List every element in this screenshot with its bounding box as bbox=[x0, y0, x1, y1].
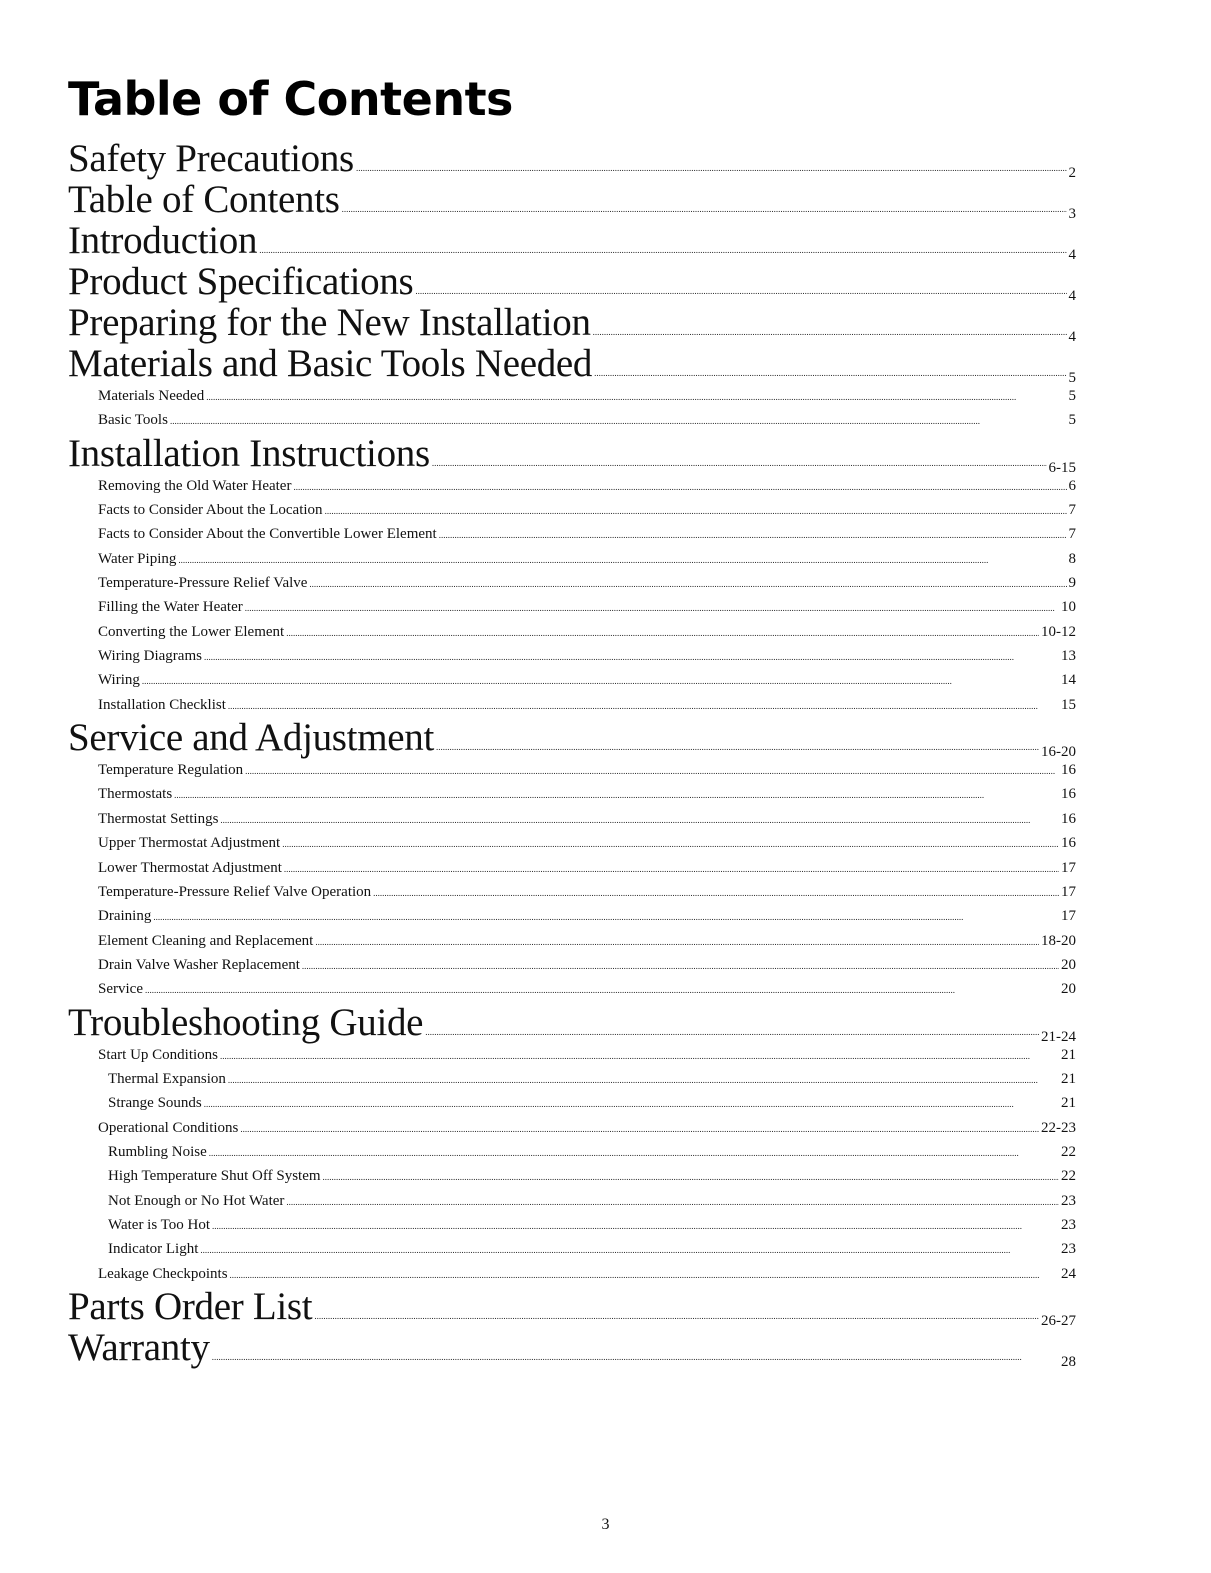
toc-dot-leader bbox=[174, 791, 1059, 800]
toc-entry-title: Rumbling Noise bbox=[108, 1143, 207, 1160]
toc-dot-leader bbox=[284, 865, 1059, 874]
toc-entry-page: 4 bbox=[1068, 329, 1076, 345]
toc-dot-leader bbox=[314, 1312, 1039, 1321]
toc-section-entry bbox=[68, 1286, 1076, 1327]
toc-entry-page: 23 bbox=[1061, 1192, 1076, 1209]
toc-entry-page: 17 bbox=[1061, 908, 1076, 925]
toc-entry-title: Thermostats bbox=[98, 786, 173, 803]
toc-section-entry bbox=[68, 433, 1076, 474]
toc-section-entry bbox=[68, 343, 1076, 384]
toc-entry-title: Preparing for the New Installation bbox=[68, 301, 591, 344]
page-title: Table of Contents bbox=[68, 72, 513, 126]
table-of-contents bbox=[68, 138, 1076, 1368]
toc-entry-page: 9 bbox=[1068, 575, 1076, 592]
toc-entry-title: Indicator Light bbox=[108, 1241, 199, 1258]
toc-subsection-entry bbox=[68, 782, 1076, 806]
toc-section-entry bbox=[68, 1327, 1076, 1368]
toc-subsection-entry bbox=[68, 498, 1076, 522]
toc-subsection-entry bbox=[68, 831, 1076, 855]
toc-entry-page: 20 bbox=[1061, 981, 1076, 998]
toc-entry-title: Temperature Regulation bbox=[98, 762, 244, 779]
toc-entry-page: 7 bbox=[1068, 526, 1076, 543]
toc-dot-leader bbox=[323, 1173, 1059, 1182]
toc-entry-page: 23 bbox=[1061, 1216, 1076, 1233]
toc-subsection-entry bbox=[68, 1213, 1076, 1237]
toc-entry-page: 20 bbox=[1061, 956, 1076, 973]
toc-entry-title: Facts to Consider About the Location bbox=[98, 502, 323, 519]
toc-subsection-entry bbox=[68, 644, 1076, 668]
toc-dot-leader bbox=[259, 246, 1066, 255]
toc-entry-title: Wiring bbox=[98, 672, 140, 689]
toc-entry-page: 21 bbox=[1061, 1095, 1076, 1112]
toc-subsection-entry bbox=[68, 668, 1076, 692]
toc-subsection-entry bbox=[68, 1091, 1076, 1115]
toc-entry-title: Warranty bbox=[68, 1326, 210, 1369]
toc-dot-leader bbox=[240, 1125, 1039, 1134]
toc-dot-leader bbox=[209, 1149, 1059, 1158]
toc-subsection-entry bbox=[68, 953, 1076, 977]
toc-entry-title: Service and Adjustment bbox=[68, 716, 434, 760]
toc-entry-title: Strange Sounds bbox=[108, 1095, 202, 1112]
toc-entry-title: Converting the Lower Element bbox=[98, 623, 285, 640]
toc-entry-page: 21-24 bbox=[1041, 1028, 1076, 1045]
toc-entry-page: 13 bbox=[1061, 648, 1076, 665]
toc-entry-page: 2 bbox=[1068, 165, 1076, 181]
toc-entry-title: Removing the Old Water Heater bbox=[98, 477, 292, 494]
toc-entry-title: Troubleshooting Guide bbox=[68, 1000, 424, 1044]
toc-subsection-entry bbox=[68, 807, 1076, 831]
toc-dot-leader bbox=[245, 604, 1059, 613]
toc-dot-leader bbox=[145, 986, 1059, 995]
toc-dot-leader bbox=[204, 1100, 1059, 1109]
toc-entry-page: 5 bbox=[1068, 412, 1076, 429]
toc-entry-page: 21 bbox=[1061, 1046, 1076, 1063]
toc-dot-leader bbox=[230, 1271, 1059, 1280]
toc-entry-page: 7 bbox=[1068, 502, 1076, 519]
toc-entry-title: Facts to Consider About the Convertible Lower Element bbox=[98, 526, 437, 543]
toc-dot-leader bbox=[309, 580, 1066, 589]
toc-subsection-entry bbox=[68, 1164, 1076, 1188]
toc-entry-page: 5 bbox=[1068, 388, 1076, 404]
toc-entry-title: Installation Instructions bbox=[68, 431, 430, 475]
toc-entry-title: Product Specifications bbox=[68, 260, 414, 303]
toc-entry-page: 10 bbox=[1061, 599, 1076, 616]
toc-section-entry bbox=[68, 179, 1076, 220]
toc-entry-page: 18-20 bbox=[1041, 932, 1076, 949]
toc-subsection-entry bbox=[68, 1262, 1076, 1286]
toc-entry-title: Drain Valve Washer Replacement bbox=[98, 956, 300, 973]
toc-entry-page: 16 bbox=[1061, 786, 1076, 803]
toc-subsection-entry bbox=[68, 474, 1076, 498]
toc-entry-title: Upper Thermostat Adjustment bbox=[98, 835, 281, 852]
toc-entry-title: Installation Checklist bbox=[98, 696, 226, 713]
toc-dot-leader bbox=[204, 653, 1059, 662]
toc-entry-title: Thermal Expansion bbox=[108, 1070, 226, 1087]
toc-dot-leader bbox=[170, 417, 1067, 426]
toc-entry-page: 22 bbox=[1061, 1168, 1076, 1185]
toc-subsection-entry bbox=[68, 1043, 1076, 1067]
toc-dot-leader bbox=[178, 556, 1066, 565]
toc-entry-title: Not Enough or No Hot Water bbox=[108, 1192, 285, 1209]
toc-entry-page: 6-15 bbox=[1048, 459, 1076, 476]
toc-section-entry bbox=[68, 716, 1076, 761]
toc-dot-leader bbox=[200, 1246, 1059, 1255]
toc-entry-page: 17 bbox=[1061, 859, 1076, 876]
toc-entry-page: 22-23 bbox=[1041, 1119, 1076, 1136]
toc-entry-page: 17 bbox=[1061, 883, 1076, 900]
toc-entry-title: Safety Precautions bbox=[68, 137, 354, 180]
toc-entry-title: Lower Thermostat Adjustment bbox=[98, 859, 282, 876]
toc-entry-page: 16 bbox=[1061, 810, 1076, 827]
toc-entry-page: 5 bbox=[1068, 370, 1076, 386]
toc-subsection-entry bbox=[68, 408, 1076, 432]
toc-section-entry bbox=[68, 261, 1076, 302]
toc-dot-leader bbox=[228, 702, 1059, 711]
toc-subsection-entry bbox=[68, 904, 1076, 928]
toc-subsection-entry bbox=[68, 571, 1076, 595]
toc-subsection-entry bbox=[68, 1140, 1076, 1164]
toc-subsection-entry bbox=[68, 595, 1076, 619]
toc-subsection-entry bbox=[68, 880, 1076, 904]
toc-dot-leader bbox=[220, 1052, 1059, 1061]
toc-entry-title: Wiring Diagrams bbox=[98, 648, 202, 665]
toc-dot-leader bbox=[315, 938, 1039, 947]
toc-subsection-entry bbox=[68, 620, 1076, 644]
toc-dot-leader bbox=[286, 1198, 1059, 1207]
toc-section-entry bbox=[68, 220, 1076, 261]
toc-subsection-entry bbox=[68, 977, 1076, 1001]
toc-entry-title: Filling the Water Heater bbox=[98, 599, 243, 616]
toc-dot-leader bbox=[282, 840, 1059, 849]
toc-subsection-entry bbox=[68, 758, 1076, 782]
toc-entry-title: Leakage Checkpoints bbox=[98, 1265, 228, 1282]
toc-subsection-entry bbox=[68, 856, 1076, 880]
toc-dot-leader bbox=[228, 1076, 1059, 1085]
toc-entry-title: Temperature-Pressure Relief Valve Operation bbox=[98, 883, 372, 900]
toc-section-entry bbox=[68, 138, 1076, 179]
toc-entry-page: 16 bbox=[1061, 762, 1076, 779]
toc-entry-title: Basic Tools bbox=[98, 412, 168, 429]
toc-subsection-entry bbox=[68, 929, 1076, 953]
toc-entry-page: 15 bbox=[1061, 696, 1076, 713]
toc-entry-page: 24 bbox=[1061, 1265, 1076, 1282]
toc-dot-leader bbox=[212, 1222, 1059, 1231]
toc-dot-leader bbox=[439, 531, 1067, 540]
toc-dot-leader bbox=[432, 459, 1047, 468]
toc-entry-page: 3 bbox=[1068, 206, 1076, 222]
toc-entry-page: 22 bbox=[1061, 1143, 1076, 1160]
toc-entry-page: 14 bbox=[1061, 672, 1076, 689]
toc-dot-leader bbox=[293, 483, 1066, 492]
toc-subsection-entry bbox=[68, 522, 1076, 546]
toc-subsection-entry bbox=[68, 384, 1076, 408]
toc-entry-page: 28 bbox=[1061, 1354, 1076, 1370]
toc-entry-page: 26-27 bbox=[1041, 1313, 1076, 1329]
toc-entry-page: 21 bbox=[1061, 1070, 1076, 1087]
toc-dot-leader bbox=[342, 205, 1067, 214]
toc-dot-leader bbox=[594, 369, 1066, 378]
toc-entry-title: Introduction bbox=[68, 219, 258, 262]
toc-dot-leader bbox=[436, 743, 1039, 752]
toc-entry-page: 10-12 bbox=[1041, 623, 1076, 640]
toc-dot-leader bbox=[206, 393, 1066, 402]
toc-dot-leader bbox=[245, 767, 1059, 776]
toc-dot-leader bbox=[286, 629, 1039, 638]
toc-entry-title: Water is Too Hot bbox=[108, 1216, 211, 1233]
toc-section-entry bbox=[68, 1002, 1076, 1043]
toc-subsection-entry bbox=[68, 1189, 1076, 1213]
toc-dot-leader bbox=[212, 1353, 1059, 1362]
toc-dot-leader bbox=[415, 287, 1066, 296]
toc-entry-title: Table of Contents bbox=[68, 178, 340, 221]
toc-subsection-entry bbox=[68, 1116, 1076, 1140]
toc-entry-title: Temperature-Pressure Relief Valve bbox=[98, 575, 308, 592]
toc-dot-leader bbox=[220, 816, 1059, 825]
toc-dot-leader bbox=[153, 913, 1059, 922]
toc-entry-title: High Temperature Shut Off System bbox=[108, 1168, 321, 1185]
toc-entry-page: 4 bbox=[1068, 288, 1076, 304]
toc-entry-title: Start Up Conditions bbox=[98, 1046, 219, 1063]
toc-dot-leader bbox=[302, 962, 1059, 971]
toc-entry-title: Element Cleaning and Replacement bbox=[98, 932, 314, 949]
toc-subsection-entry bbox=[68, 547, 1076, 571]
toc-entry-title: Service bbox=[98, 981, 143, 998]
toc-entry-page: 23 bbox=[1061, 1241, 1076, 1258]
toc-entry-title: Operational Conditions bbox=[98, 1119, 239, 1136]
toc-entry-page: 16-20 bbox=[1041, 744, 1076, 761]
toc-entry-title: Water Piping bbox=[98, 550, 177, 567]
toc-entry-title: Thermostat Settings bbox=[98, 810, 219, 827]
toc-entry-page: 4 bbox=[1068, 247, 1076, 263]
toc-entry-page: 6 bbox=[1068, 477, 1076, 494]
toc-entry-page: 16 bbox=[1061, 835, 1076, 852]
toc-entry-title: Materials Needed bbox=[98, 388, 205, 404]
toc-dot-leader bbox=[142, 677, 1059, 686]
toc-entry-title: Parts Order List bbox=[68, 1285, 313, 1328]
toc-dot-leader bbox=[425, 1028, 1039, 1037]
toc-entry-title: Materials and Basic Tools Needed bbox=[68, 342, 593, 385]
toc-entry-title: Draining bbox=[98, 908, 152, 925]
toc-entry-page: 8 bbox=[1068, 550, 1076, 567]
page-number: 3 bbox=[601, 1516, 610, 1533]
toc-dot-leader bbox=[325, 507, 1067, 516]
toc-subsection-entry bbox=[68, 1067, 1076, 1091]
toc-subsection-entry bbox=[68, 693, 1076, 717]
toc-section-entry bbox=[68, 302, 1076, 343]
toc-dot-leader bbox=[373, 889, 1059, 898]
toc-dot-leader bbox=[593, 328, 1067, 337]
toc-subsection-entry bbox=[68, 1237, 1076, 1261]
toc-dot-leader bbox=[356, 164, 1067, 173]
